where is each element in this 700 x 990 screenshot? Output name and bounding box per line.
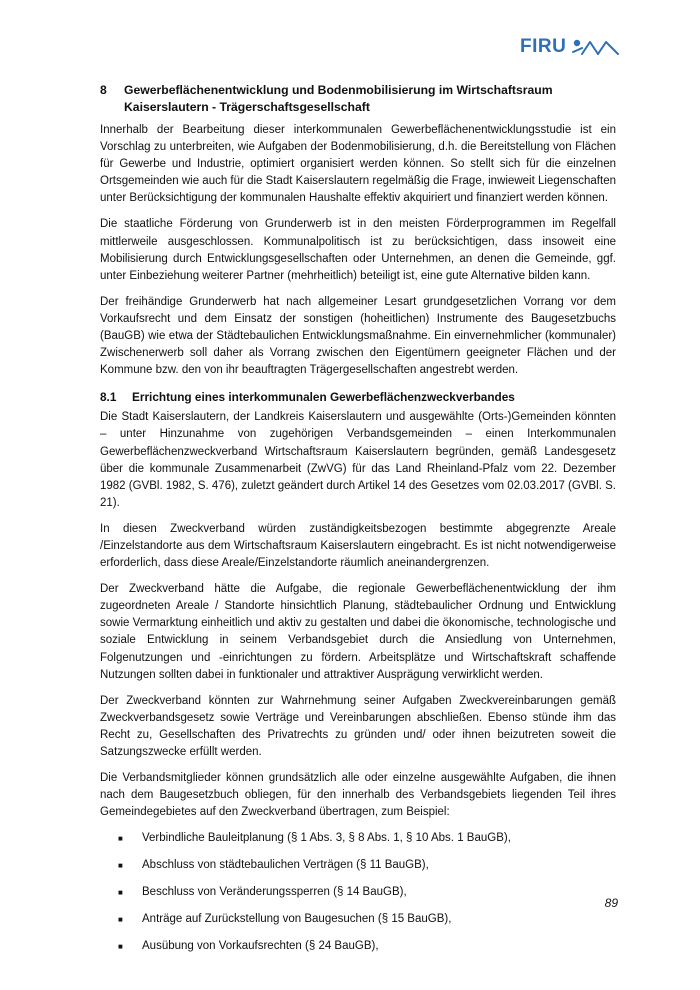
firu-logo: [520, 36, 620, 58]
list-item-text: Abschluss von städtebaulichen Verträgen (§ 11 BauGB),: [142, 859, 429, 872]
subsection-heading: [100, 389, 616, 406]
list-item: [100, 857, 616, 874]
paragraph: Die staatliche Förderung von Grunderwerb ist in den meisten Förderprogrammen im Regelfall mittlerweile ausgeschlossen. Kommunalpolitisch ist zu berücksichtigen, dass insoweit eine Mobilisierung durch Entwicklungsgesellschaften oder Unternehmen, an denen die Gemeinde, ggf. unter Einbeziehung weiterer Partner (mehrheitlich) beteiligt ist, eine gute Alternative bilden kann.: [100, 218, 616, 282]
list-item-text: Beschluss von Veränderungssperren (§ 14 BauGB),: [142, 886, 407, 899]
paragraph: Der Zweckverband hätte die Aufgabe, die regionale Gewerbeflächenentwicklung der ihm zugeordneten Areale / Standorte hinsichtlich Planung, städtebaulicher Ordnung und Entwicklung sowie Vermarktung einheitlich und aktiv zu gestalten und dabei die ökonomische, technologische und soziale Entwicklung in seinem Verbandsgebiet durch die Ansiedlung von Unternehmen, Folgenutzungen und -einrichtungen zu fördern. Arbeitsplätze und Wirtschaftskraft schaffende Nutzungen sollten dabei in funktionaler und attraktiver Ausprägung verwirklicht werden.: [100, 583, 616, 681]
bullet-square-icon: ■: [118, 915, 123, 925]
bullet-square-icon: ■: [118, 888, 123, 898]
section-heading: [100, 82, 616, 116]
list-item: [100, 938, 616, 955]
paragraph: Der freihändige Grunderwerb hat nach allgemeiner Lesart grundgesetzlichen Vorrang vor dem Vorkaufsrecht und dem Einsatz der sonstigen (hoheitlichen) Instrumente des Baugesetzbuchs (BauGB) wie etwa der Städtebaulichen Entwicklungsmaßnahme. Ein einvernehmlicher (kommunaler) Zwischenerwerb soll daher als Vorrang zwischen den Eigentümern geeigneter Flächen und der Kommune bzw. den von ihr beauftragten Trägergesellschaften angestrebt werden.: [100, 295, 616, 377]
bullet-square-icon: ■: [118, 834, 123, 844]
section-title: Gewerbeflächenentwicklung und Bodenmobilisierung im Wirtschaftsraum Kaiserslautern - Trägerschaftsgesellschaft: [124, 83, 553, 114]
logo-text: FIRU: [520, 36, 567, 57]
bullet-square-icon: ■: [118, 942, 123, 952]
paragraph: Der Zweckverband könnten zur Wahrnehmung seiner Aufgaben Zweckvereinbarungen gemäß Zweckverbandsgesetz sowie Verträge und Vereinbarungen abschließen. Ebenso stünde ihm das Recht zu, Gesellschaften des Privatrechts zu gründen und/ oder ihnen beizutreten soweit die Satzungszwecke erfüllt werden.: [100, 694, 616, 758]
list-item-text: Anträge auf Zurückstellung von Baugesuchen (§ 15 BauGB),: [142, 913, 452, 926]
paragraph: In diesen Zweckverband würden zuständigkeitsbezogen bestimmte abgegrenzte Areale /Einzelstandorte aus dem Wirtschaftsraum Kaiserslautern eingebracht. Es ist nicht notwendigerweise erforderlich, dass diese Areale/Einzelstandorte räumlich aneinandergrenzen.: [100, 522, 616, 570]
page-content: [100, 82, 616, 965]
list-item: [100, 830, 616, 847]
paragraph: Die Stadt Kaiserslautern, der Landkreis Kaiserslautern und ausgewählte (Orts-)Gemeinden könnten – unter Hinzunahme von zugehörigen Verbandsgemeinden – einen Interkommunalen Gewerbeflächenzweckverband Wirtschaftsraum Kaiserslautern begründen, gemäß Landesgesetz über die kommunale Zusammenarbeit (ZwVG) für das Land Rheinland-Pfalz vom 22. Dezember 1982 (GVBl. 1982, S. 476), zuletzt geändert durch Artikel 14 des Gesetzes vom 02.03.2017 (GVBl. S. 21).: [100, 411, 616, 509]
section-number: 8: [100, 83, 107, 97]
paragraph: Innerhalb der Bearbeitung dieser interkommunalen Gewerbeflächenentwicklungsstudie ist ein Vorschlag zu unterbreiten, wie Aufgaben der Bodenmobilisierung, d.h. die Bereitstellung von Flächen für Gewerbe und Industrie, optimiert organisiert werden können. So stellt sich für die einzelnen Ortsgemeinden wie auch für die Stadt Kaiserslautern regelmäßig die Frage, inwieweit Liegenschaften unter Berücksichtigung der kommunalen Haushalte effektiv akquiriert und finanziert werden können.: [100, 124, 616, 205]
subsection-number: 8.1: [100, 390, 117, 405]
paragraph: Die Verbandsmitglieder können grundsätzlich alle oder einzelne ausgewählte Aufgaben, die ihnen nach dem Baugesetzbuch obliegen, für den innerhalb des Verbandsgebiets liegenden Teil ihres Gemeindegebietes auf den Zweckverband übertragen, zum Beispiel:: [100, 772, 616, 819]
list-item-text: Ausübung von Vorkaufsrechten (§ 24 BauGB),: [142, 940, 379, 953]
bullet-square-icon: ■: [118, 861, 123, 871]
list-item: [100, 911, 616, 928]
bullet-list: [100, 830, 616, 955]
page-number: 89: [604, 896, 618, 910]
list-item: [100, 884, 616, 901]
subsection-title: Errichtung eines interkommunalen Gewerbeflächenzweckverbandes: [132, 390, 515, 405]
logo-bridge-icon: [572, 38, 620, 56]
list-item-text: Verbindliche Bauleitplanung (§ 1 Abs. 3, § 8 Abs. 1, § 10 Abs. 1 BauGB),: [142, 832, 511, 845]
